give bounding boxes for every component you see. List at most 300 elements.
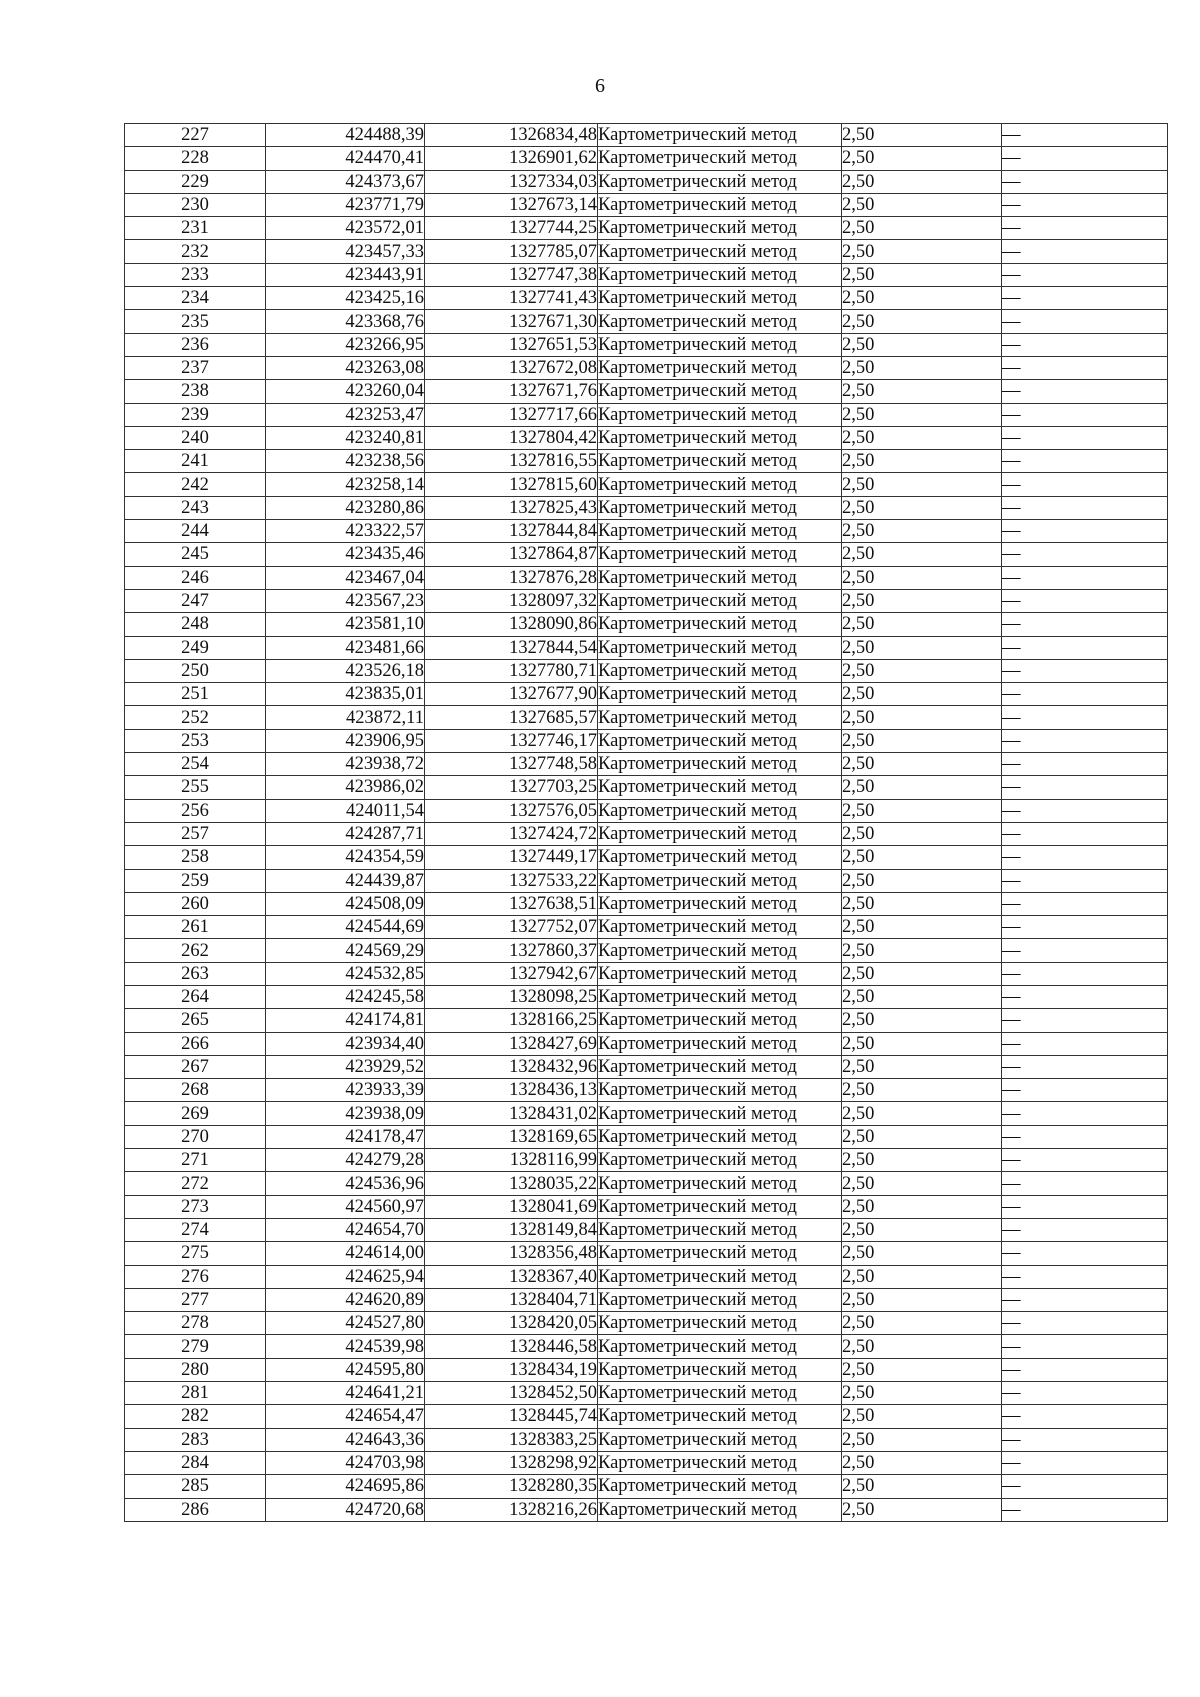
y-coordinate-cell: 1328452,50 bbox=[425, 1382, 598, 1405]
point-number-cell: 257 bbox=[125, 822, 266, 845]
note-cell: — bbox=[1002, 124, 1168, 147]
method-cell: Картометрический метод bbox=[598, 706, 842, 729]
note-cell: — bbox=[1002, 1358, 1168, 1381]
accuracy-cell: 2,50 bbox=[842, 822, 1002, 845]
y-coordinate-cell: 1327673,14 bbox=[425, 193, 598, 216]
x-coordinate-cell: 423280,86 bbox=[266, 496, 425, 519]
table-row bbox=[125, 753, 1168, 776]
point-number-cell: 271 bbox=[125, 1149, 266, 1172]
note-cell: — bbox=[1002, 706, 1168, 729]
y-coordinate-cell: 1327746,17 bbox=[425, 729, 598, 752]
table-row bbox=[125, 985, 1168, 1008]
x-coordinate-cell: 424614,00 bbox=[266, 1242, 425, 1265]
accuracy-cell: 2,50 bbox=[842, 1265, 1002, 1288]
x-coordinate-cell: 424539,98 bbox=[266, 1335, 425, 1358]
point-number-cell: 250 bbox=[125, 659, 266, 682]
method-cell: Картометрический метод bbox=[598, 1405, 842, 1428]
y-coordinate-cell: 1328280,35 bbox=[425, 1475, 598, 1498]
point-number-cell: 259 bbox=[125, 869, 266, 892]
method-cell: Картометрический метод bbox=[598, 1475, 842, 1498]
y-coordinate-cell: 1328404,71 bbox=[425, 1288, 598, 1311]
method-cell: Картометрический метод bbox=[598, 1242, 842, 1265]
table-row bbox=[125, 1055, 1168, 1078]
accuracy-cell: 2,50 bbox=[842, 496, 1002, 519]
y-coordinate-cell: 1327825,43 bbox=[425, 496, 598, 519]
table-row bbox=[125, 496, 1168, 519]
x-coordinate-cell: 424527,80 bbox=[266, 1312, 425, 1335]
y-coordinate-cell: 1328356,48 bbox=[425, 1242, 598, 1265]
y-coordinate-cell: 1328098,25 bbox=[425, 985, 598, 1008]
x-coordinate-cell: 424011,54 bbox=[266, 799, 425, 822]
point-number-cell: 281 bbox=[125, 1382, 266, 1405]
accuracy-cell: 2,50 bbox=[842, 520, 1002, 543]
y-coordinate-cell: 1328445,74 bbox=[425, 1405, 598, 1428]
note-cell: — bbox=[1002, 403, 1168, 426]
x-coordinate-cell: 424703,98 bbox=[266, 1451, 425, 1474]
method-cell: Картометрический метод bbox=[598, 892, 842, 915]
point-number-cell: 283 bbox=[125, 1428, 266, 1451]
x-coordinate-cell: 424620,89 bbox=[266, 1288, 425, 1311]
y-coordinate-cell: 1328035,22 bbox=[425, 1172, 598, 1195]
note-cell: — bbox=[1002, 1335, 1168, 1358]
x-coordinate-cell: 424641,21 bbox=[266, 1382, 425, 1405]
table-row bbox=[125, 403, 1168, 426]
point-number-cell: 285 bbox=[125, 1475, 266, 1498]
x-coordinate-cell: 424439,87 bbox=[266, 869, 425, 892]
point-number-cell: 269 bbox=[125, 1102, 266, 1125]
x-coordinate-cell: 423253,47 bbox=[266, 403, 425, 426]
method-cell: Картометрический метод bbox=[598, 1451, 842, 1474]
y-coordinate-cell: 1328116,99 bbox=[425, 1149, 598, 1172]
point-number-cell: 237 bbox=[125, 356, 266, 379]
table-row bbox=[125, 1358, 1168, 1381]
note-cell: — bbox=[1002, 753, 1168, 776]
point-number-cell: 260 bbox=[125, 892, 266, 915]
method-cell: Картометрический метод bbox=[598, 426, 842, 449]
x-coordinate-cell: 423567,23 bbox=[266, 589, 425, 612]
accuracy-cell: 2,50 bbox=[842, 869, 1002, 892]
note-cell: — bbox=[1002, 1218, 1168, 1241]
table-row bbox=[125, 1405, 1168, 1428]
y-coordinate-cell: 1327741,43 bbox=[425, 287, 598, 310]
y-coordinate-cell: 1327744,25 bbox=[425, 217, 598, 240]
note-cell: — bbox=[1002, 1428, 1168, 1451]
y-coordinate-cell: 1327860,37 bbox=[425, 939, 598, 962]
point-number-cell: 270 bbox=[125, 1125, 266, 1148]
note-cell: — bbox=[1002, 1009, 1168, 1032]
note-cell: — bbox=[1002, 729, 1168, 752]
point-number-cell: 253 bbox=[125, 729, 266, 752]
table-row bbox=[125, 729, 1168, 752]
accuracy-cell: 2,50 bbox=[842, 217, 1002, 240]
table-row bbox=[125, 1195, 1168, 1218]
note-cell: — bbox=[1002, 240, 1168, 263]
method-cell: Картометрический метод bbox=[598, 1265, 842, 1288]
table-row bbox=[125, 1335, 1168, 1358]
method-cell: Картометрический метод bbox=[598, 170, 842, 193]
x-coordinate-cell: 423933,39 bbox=[266, 1079, 425, 1102]
point-number-cell: 261 bbox=[125, 916, 266, 939]
accuracy-cell: 2,50 bbox=[842, 240, 1002, 263]
note-cell: — bbox=[1002, 426, 1168, 449]
y-coordinate-cell: 1328041,69 bbox=[425, 1195, 598, 1218]
method-cell: Картометрический метод bbox=[598, 1125, 842, 1148]
point-number-cell: 232 bbox=[125, 240, 266, 263]
accuracy-cell: 2,50 bbox=[842, 1195, 1002, 1218]
y-coordinate-cell: 1327747,38 bbox=[425, 263, 598, 286]
x-coordinate-cell: 424532,85 bbox=[266, 962, 425, 985]
method-cell: Картометрический метод bbox=[598, 1335, 842, 1358]
point-number-cell: 243 bbox=[125, 496, 266, 519]
method-cell: Картометрический метод bbox=[598, 1172, 842, 1195]
table-row bbox=[125, 333, 1168, 356]
table-row bbox=[125, 263, 1168, 286]
table-row bbox=[125, 147, 1168, 170]
point-number-cell: 240 bbox=[125, 426, 266, 449]
table-row bbox=[125, 636, 1168, 659]
point-number-cell: 273 bbox=[125, 1195, 266, 1218]
accuracy-cell: 2,50 bbox=[842, 1102, 1002, 1125]
note-cell: — bbox=[1002, 1242, 1168, 1265]
x-coordinate-cell: 423443,91 bbox=[266, 263, 425, 286]
method-cell: Картометрический метод bbox=[598, 380, 842, 403]
y-coordinate-cell: 1328434,19 bbox=[425, 1358, 598, 1381]
table-row bbox=[125, 1382, 1168, 1405]
y-coordinate-cell: 1327816,55 bbox=[425, 450, 598, 473]
x-coordinate-cell: 424245,58 bbox=[266, 985, 425, 1008]
y-coordinate-cell: 1328431,02 bbox=[425, 1102, 598, 1125]
note-cell: — bbox=[1002, 985, 1168, 1008]
accuracy-cell: 2,50 bbox=[842, 1242, 1002, 1265]
note-cell: — bbox=[1002, 193, 1168, 216]
note-cell: — bbox=[1002, 566, 1168, 589]
point-number-cell: 267 bbox=[125, 1055, 266, 1078]
point-number-cell: 255 bbox=[125, 776, 266, 799]
y-coordinate-cell: 1327785,07 bbox=[425, 240, 598, 263]
note-cell: — bbox=[1002, 1265, 1168, 1288]
y-coordinate-cell: 1328383,25 bbox=[425, 1428, 598, 1451]
accuracy-cell: 2,50 bbox=[842, 263, 1002, 286]
accuracy-cell: 2,50 bbox=[842, 985, 1002, 1008]
accuracy-cell: 2,50 bbox=[842, 753, 1002, 776]
note-cell: — bbox=[1002, 1498, 1168, 1521]
accuracy-cell: 2,50 bbox=[842, 892, 1002, 915]
method-cell: Картометрический метод bbox=[598, 1009, 842, 1032]
method-cell: Картометрический метод bbox=[598, 124, 842, 147]
y-coordinate-cell: 1327449,17 bbox=[425, 846, 598, 869]
point-number-cell: 265 bbox=[125, 1009, 266, 1032]
table-row bbox=[125, 613, 1168, 636]
note-cell: — bbox=[1002, 892, 1168, 915]
y-coordinate-cell: 1328097,32 bbox=[425, 589, 598, 612]
method-cell: Картометрический метод bbox=[598, 985, 842, 1008]
y-coordinate-cell: 1328090,86 bbox=[425, 613, 598, 636]
accuracy-cell: 2,50 bbox=[842, 403, 1002, 426]
x-coordinate-cell: 423240,81 bbox=[266, 426, 425, 449]
table-row bbox=[125, 310, 1168, 333]
table-row bbox=[125, 356, 1168, 379]
note-cell: — bbox=[1002, 1125, 1168, 1148]
note-cell: — bbox=[1002, 916, 1168, 939]
x-coordinate-cell: 424287,71 bbox=[266, 822, 425, 845]
point-number-cell: 239 bbox=[125, 403, 266, 426]
x-coordinate-cell: 423938,09 bbox=[266, 1102, 425, 1125]
x-coordinate-cell: 423929,52 bbox=[266, 1055, 425, 1078]
method-cell: Картометрический метод bbox=[598, 1382, 842, 1405]
x-coordinate-cell: 424595,80 bbox=[266, 1358, 425, 1381]
point-number-cell: 245 bbox=[125, 543, 266, 566]
coordinates-table bbox=[124, 123, 1168, 1522]
accuracy-cell: 2,50 bbox=[842, 659, 1002, 682]
accuracy-cell: 2,50 bbox=[842, 1032, 1002, 1055]
method-cell: Картометрический метод bbox=[598, 566, 842, 589]
method-cell: Картометрический метод bbox=[598, 1149, 842, 1172]
table-row bbox=[125, 822, 1168, 845]
table-row bbox=[125, 287, 1168, 310]
y-coordinate-cell: 1327671,76 bbox=[425, 380, 598, 403]
point-number-cell: 284 bbox=[125, 1451, 266, 1474]
accuracy-cell: 2,50 bbox=[842, 729, 1002, 752]
note-cell: — bbox=[1002, 962, 1168, 985]
x-coordinate-cell: 424354,59 bbox=[266, 846, 425, 869]
table-row bbox=[125, 776, 1168, 799]
note-cell: — bbox=[1002, 1312, 1168, 1335]
y-coordinate-cell: 1328298,92 bbox=[425, 1451, 598, 1474]
point-number-cell: 228 bbox=[125, 147, 266, 170]
table-row bbox=[125, 1428, 1168, 1451]
accuracy-cell: 2,50 bbox=[842, 799, 1002, 822]
method-cell: Картометрический метод bbox=[598, 1498, 842, 1521]
method-cell: Картометрический метод bbox=[598, 846, 842, 869]
accuracy-cell: 2,50 bbox=[842, 1288, 1002, 1311]
table-row bbox=[125, 193, 1168, 216]
accuracy-cell: 2,50 bbox=[842, 1125, 1002, 1148]
y-coordinate-cell: 1327703,25 bbox=[425, 776, 598, 799]
method-cell: Картометрический метод bbox=[598, 310, 842, 333]
method-cell: Картометрический метод bbox=[598, 1218, 842, 1241]
accuracy-cell: 2,50 bbox=[842, 170, 1002, 193]
y-coordinate-cell: 1327685,57 bbox=[425, 706, 598, 729]
method-cell: Картометрический метод bbox=[598, 636, 842, 659]
note-cell: — bbox=[1002, 1405, 1168, 1428]
y-coordinate-cell: 1327424,72 bbox=[425, 822, 598, 845]
method-cell: Картометрический метод bbox=[598, 776, 842, 799]
point-number-cell: 244 bbox=[125, 520, 266, 543]
note-cell: — bbox=[1002, 1055, 1168, 1078]
y-coordinate-cell: 1327844,54 bbox=[425, 636, 598, 659]
x-coordinate-cell: 423322,57 bbox=[266, 520, 425, 543]
x-coordinate-cell: 424279,28 bbox=[266, 1149, 425, 1172]
note-cell: — bbox=[1002, 636, 1168, 659]
note-cell: — bbox=[1002, 333, 1168, 356]
point-number-cell: 264 bbox=[125, 985, 266, 1008]
note-cell: — bbox=[1002, 356, 1168, 379]
y-coordinate-cell: 1328420,05 bbox=[425, 1312, 598, 1335]
point-number-cell: 234 bbox=[125, 287, 266, 310]
y-coordinate-cell: 1328169,65 bbox=[425, 1125, 598, 1148]
table-row bbox=[125, 962, 1168, 985]
x-coordinate-cell: 424643,36 bbox=[266, 1428, 425, 1451]
accuracy-cell: 2,50 bbox=[842, 939, 1002, 962]
accuracy-cell: 2,50 bbox=[842, 333, 1002, 356]
point-number-cell: 242 bbox=[125, 473, 266, 496]
y-coordinate-cell: 1327752,07 bbox=[425, 916, 598, 939]
x-coordinate-cell: 423526,18 bbox=[266, 659, 425, 682]
accuracy-cell: 2,50 bbox=[842, 124, 1002, 147]
method-cell: Картометрический метод bbox=[598, 356, 842, 379]
note-cell: — bbox=[1002, 776, 1168, 799]
y-coordinate-cell: 1328367,40 bbox=[425, 1265, 598, 1288]
point-number-cell: 254 bbox=[125, 753, 266, 776]
method-cell: Картометрический метод bbox=[598, 520, 842, 543]
point-number-cell: 241 bbox=[125, 450, 266, 473]
page-number: 6 bbox=[595, 75, 605, 97]
method-cell: Картометрический метод bbox=[598, 450, 842, 473]
accuracy-cell: 2,50 bbox=[842, 450, 1002, 473]
method-cell: Картометрический метод bbox=[598, 193, 842, 216]
x-coordinate-cell: 423872,11 bbox=[266, 706, 425, 729]
accuracy-cell: 2,50 bbox=[842, 1149, 1002, 1172]
table-row bbox=[125, 1288, 1168, 1311]
note-cell: — bbox=[1002, 287, 1168, 310]
accuracy-cell: 2,50 bbox=[842, 1451, 1002, 1474]
point-number-cell: 278 bbox=[125, 1312, 266, 1335]
y-coordinate-cell: 1327748,58 bbox=[425, 753, 598, 776]
y-coordinate-cell: 1327334,03 bbox=[425, 170, 598, 193]
table-row bbox=[125, 1149, 1168, 1172]
note-cell: — bbox=[1002, 520, 1168, 543]
note-cell: — bbox=[1002, 1172, 1168, 1195]
accuracy-cell: 2,50 bbox=[842, 543, 1002, 566]
point-number-cell: 258 bbox=[125, 846, 266, 869]
accuracy-cell: 2,50 bbox=[842, 1382, 1002, 1405]
point-number-cell: 235 bbox=[125, 310, 266, 333]
point-number-cell: 266 bbox=[125, 1032, 266, 1055]
method-cell: Картометрический метод bbox=[598, 1195, 842, 1218]
table-row bbox=[125, 706, 1168, 729]
point-number-cell: 280 bbox=[125, 1358, 266, 1381]
method-cell: Картометрический метод bbox=[598, 496, 842, 519]
x-coordinate-cell: 423266,95 bbox=[266, 333, 425, 356]
accuracy-cell: 2,50 bbox=[842, 636, 1002, 659]
table-row bbox=[125, 217, 1168, 240]
accuracy-cell: 2,50 bbox=[842, 1218, 1002, 1241]
note-cell: — bbox=[1002, 473, 1168, 496]
x-coordinate-cell: 424178,47 bbox=[266, 1125, 425, 1148]
note-cell: — bbox=[1002, 846, 1168, 869]
table-row bbox=[125, 1242, 1168, 1265]
accuracy-cell: 2,50 bbox=[842, 356, 1002, 379]
y-coordinate-cell: 1327815,60 bbox=[425, 473, 598, 496]
note-cell: — bbox=[1002, 217, 1168, 240]
table-row bbox=[125, 1009, 1168, 1032]
point-number-cell: 279 bbox=[125, 1335, 266, 1358]
table-row bbox=[125, 799, 1168, 822]
accuracy-cell: 2,50 bbox=[842, 1428, 1002, 1451]
x-coordinate-cell: 423425,16 bbox=[266, 287, 425, 310]
note-cell: — bbox=[1002, 147, 1168, 170]
method-cell: Картометрический метод bbox=[598, 1055, 842, 1078]
x-coordinate-cell: 423572,01 bbox=[266, 217, 425, 240]
accuracy-cell: 2,50 bbox=[842, 1475, 1002, 1498]
method-cell: Картометрический метод bbox=[598, 1102, 842, 1125]
accuracy-cell: 2,50 bbox=[842, 380, 1002, 403]
x-coordinate-cell: 424470,41 bbox=[266, 147, 425, 170]
y-coordinate-cell: 1328436,13 bbox=[425, 1079, 598, 1102]
table-row bbox=[125, 1451, 1168, 1474]
note-cell: — bbox=[1002, 1382, 1168, 1405]
table-row bbox=[125, 869, 1168, 892]
x-coordinate-cell: 424654,47 bbox=[266, 1405, 425, 1428]
point-number-cell: 227 bbox=[125, 124, 266, 147]
point-number-cell: 247 bbox=[125, 589, 266, 612]
accuracy-cell: 2,50 bbox=[842, 310, 1002, 333]
note-cell: — bbox=[1002, 1475, 1168, 1498]
x-coordinate-cell: 423938,72 bbox=[266, 753, 425, 776]
table-row bbox=[125, 659, 1168, 682]
table-row bbox=[125, 1218, 1168, 1241]
method-cell: Картометрический метод bbox=[598, 1079, 842, 1102]
note-cell: — bbox=[1002, 869, 1168, 892]
y-coordinate-cell: 1327942,67 bbox=[425, 962, 598, 985]
y-coordinate-cell: 1327804,42 bbox=[425, 426, 598, 449]
method-cell: Картометрический метод bbox=[598, 240, 842, 263]
x-coordinate-cell: 423457,33 bbox=[266, 240, 425, 263]
point-number-cell: 251 bbox=[125, 683, 266, 706]
point-number-cell: 231 bbox=[125, 217, 266, 240]
point-number-cell: 276 bbox=[125, 1265, 266, 1288]
note-cell: — bbox=[1002, 450, 1168, 473]
accuracy-cell: 2,50 bbox=[842, 287, 1002, 310]
table-row bbox=[125, 240, 1168, 263]
point-number-cell: 272 bbox=[125, 1172, 266, 1195]
accuracy-cell: 2,50 bbox=[842, 1358, 1002, 1381]
point-number-cell: 277 bbox=[125, 1288, 266, 1311]
x-coordinate-cell: 423581,10 bbox=[266, 613, 425, 636]
y-coordinate-cell: 1328427,69 bbox=[425, 1032, 598, 1055]
method-cell: Картометрический метод bbox=[598, 753, 842, 776]
accuracy-cell: 2,50 bbox=[842, 683, 1002, 706]
method-cell: Картометрический метод bbox=[598, 1288, 842, 1311]
accuracy-cell: 2,50 bbox=[842, 776, 1002, 799]
table-row bbox=[125, 916, 1168, 939]
method-cell: Картометрический метод bbox=[598, 589, 842, 612]
point-number-cell: 230 bbox=[125, 193, 266, 216]
table-row bbox=[125, 1102, 1168, 1125]
table-row bbox=[125, 1172, 1168, 1195]
note-cell: — bbox=[1002, 939, 1168, 962]
y-coordinate-cell: 1327677,90 bbox=[425, 683, 598, 706]
y-coordinate-cell: 1328149,84 bbox=[425, 1218, 598, 1241]
x-coordinate-cell: 424174,81 bbox=[266, 1009, 425, 1032]
point-number-cell: 229 bbox=[125, 170, 266, 193]
method-cell: Картометрический метод bbox=[598, 869, 842, 892]
table-row bbox=[125, 1079, 1168, 1102]
accuracy-cell: 2,50 bbox=[842, 1079, 1002, 1102]
accuracy-cell: 2,50 bbox=[842, 706, 1002, 729]
point-number-cell: 248 bbox=[125, 613, 266, 636]
method-cell: Картометрический метод bbox=[598, 473, 842, 496]
accuracy-cell: 2,50 bbox=[842, 589, 1002, 612]
y-coordinate-cell: 1327672,08 bbox=[425, 356, 598, 379]
table-row bbox=[125, 543, 1168, 566]
point-number-cell: 238 bbox=[125, 380, 266, 403]
method-cell: Картометрический метод bbox=[598, 403, 842, 426]
table-row bbox=[125, 939, 1168, 962]
note-cell: — bbox=[1002, 1451, 1168, 1474]
note-cell: — bbox=[1002, 1288, 1168, 1311]
x-coordinate-cell: 423258,14 bbox=[266, 473, 425, 496]
